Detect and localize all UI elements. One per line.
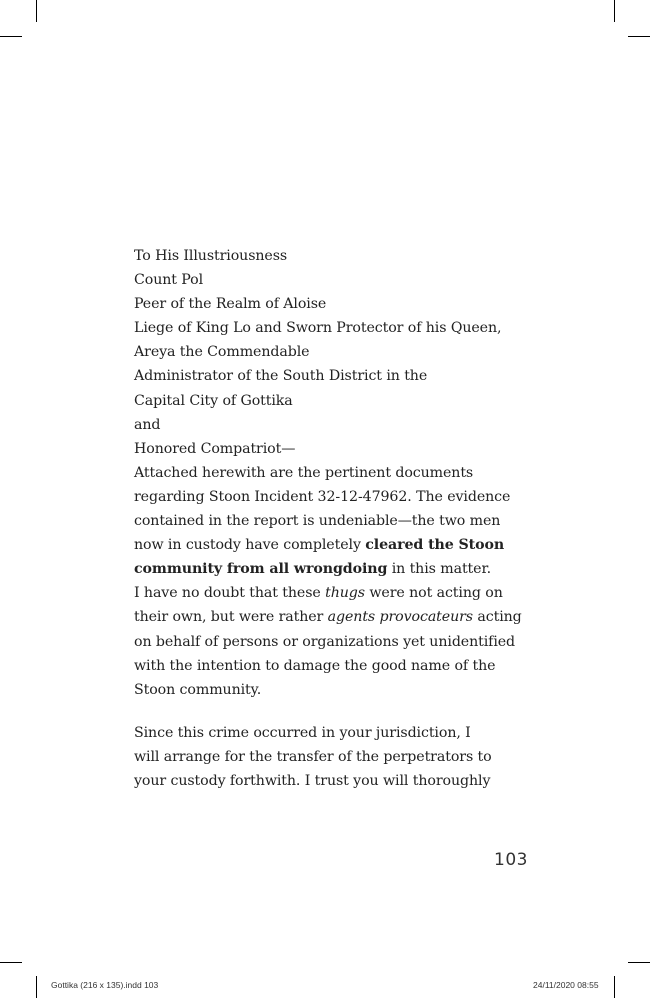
address-line: Capital City of Gottika [134, 392, 293, 409]
paragraph-spacer [134, 702, 514, 721]
slug-datetime: 24/11/2020 08:55 [533, 980, 599, 990]
text-line: on behalf of persons or organizations yet unidentified [134, 633, 516, 650]
text-line: with the intention to damage the good name of the [134, 657, 496, 674]
crop-mark-top-left-horizontal [0, 36, 22, 37]
slug-file-info: Gottika (216 x 135).indd 103 [51, 980, 159, 990]
crop-mark-bottom-right-vertical [614, 976, 615, 998]
italic-emphasis: agents provocateurs [327, 609, 473, 626]
crop-mark-top-right-vertical [614, 0, 615, 22]
address-line: Areya the Commendable [134, 344, 310, 361]
text-run: in this matter. [387, 561, 491, 578]
text-line [134, 533, 514, 557]
text-run: their own, but were rather [134, 609, 328, 626]
crop-mark-bottom-right-horizontal [628, 962, 650, 963]
italic-emphasis: thugs [325, 585, 365, 602]
bold-emphasis: community from all wrongdoing [134, 561, 388, 578]
text-line [134, 605, 522, 629]
text-line [134, 557, 514, 581]
text-run: I have no doubt that these [134, 585, 326, 602]
address-line: Administrator of the South District in the [134, 368, 428, 385]
address-line: and [134, 416, 161, 433]
text-line [134, 581, 514, 605]
text-line: Attached herewith are the pertinent documents [134, 464, 474, 481]
text-run: acting [472, 609, 522, 626]
paragraph-evidence [134, 461, 514, 581]
bold-emphasis: cleared the Stoon [365, 537, 505, 554]
crop-mark-bottom-left-horizontal [0, 962, 22, 963]
salutation-line: Honored Compatriot— [134, 440, 296, 457]
text-run: now in custody have completely [134, 537, 366, 554]
letter-address-block [134, 244, 514, 461]
paragraph-jurisdiction [134, 721, 514, 793]
letter-body [134, 244, 522, 793]
text-run: were not acting on [364, 585, 503, 602]
address-line: To His Illustriousness [134, 248, 288, 264]
text-line: contained in the report is undeniable—the two men [134, 513, 501, 530]
crop-mark-top-right-horizontal [628, 36, 650, 37]
crop-mark-bottom-left-vertical [36, 976, 37, 998]
crop-mark-top-left-vertical [36, 0, 37, 22]
text-line: Stoon community. [134, 681, 262, 698]
page-number: 103 [494, 850, 528, 870]
address-line: Count Pol [134, 272, 204, 289]
text-line: regarding Stoon Incident 32-12-47962. The evidence [134, 488, 511, 505]
text-line: will arrange for the transfer of the perpetrators to [134, 748, 492, 765]
address-line: Peer of the Realm of Aloise [134, 296, 327, 313]
address-line: Liege of King Lo and Sworn Protector of his Queen, [134, 320, 502, 337]
text-line: your custody forthwith. I trust you will thoroughly [134, 772, 491, 789]
text-line: Since this crime occurred in your jurisdiction, I [134, 724, 471, 741]
paragraph-thugs [134, 581, 522, 701]
